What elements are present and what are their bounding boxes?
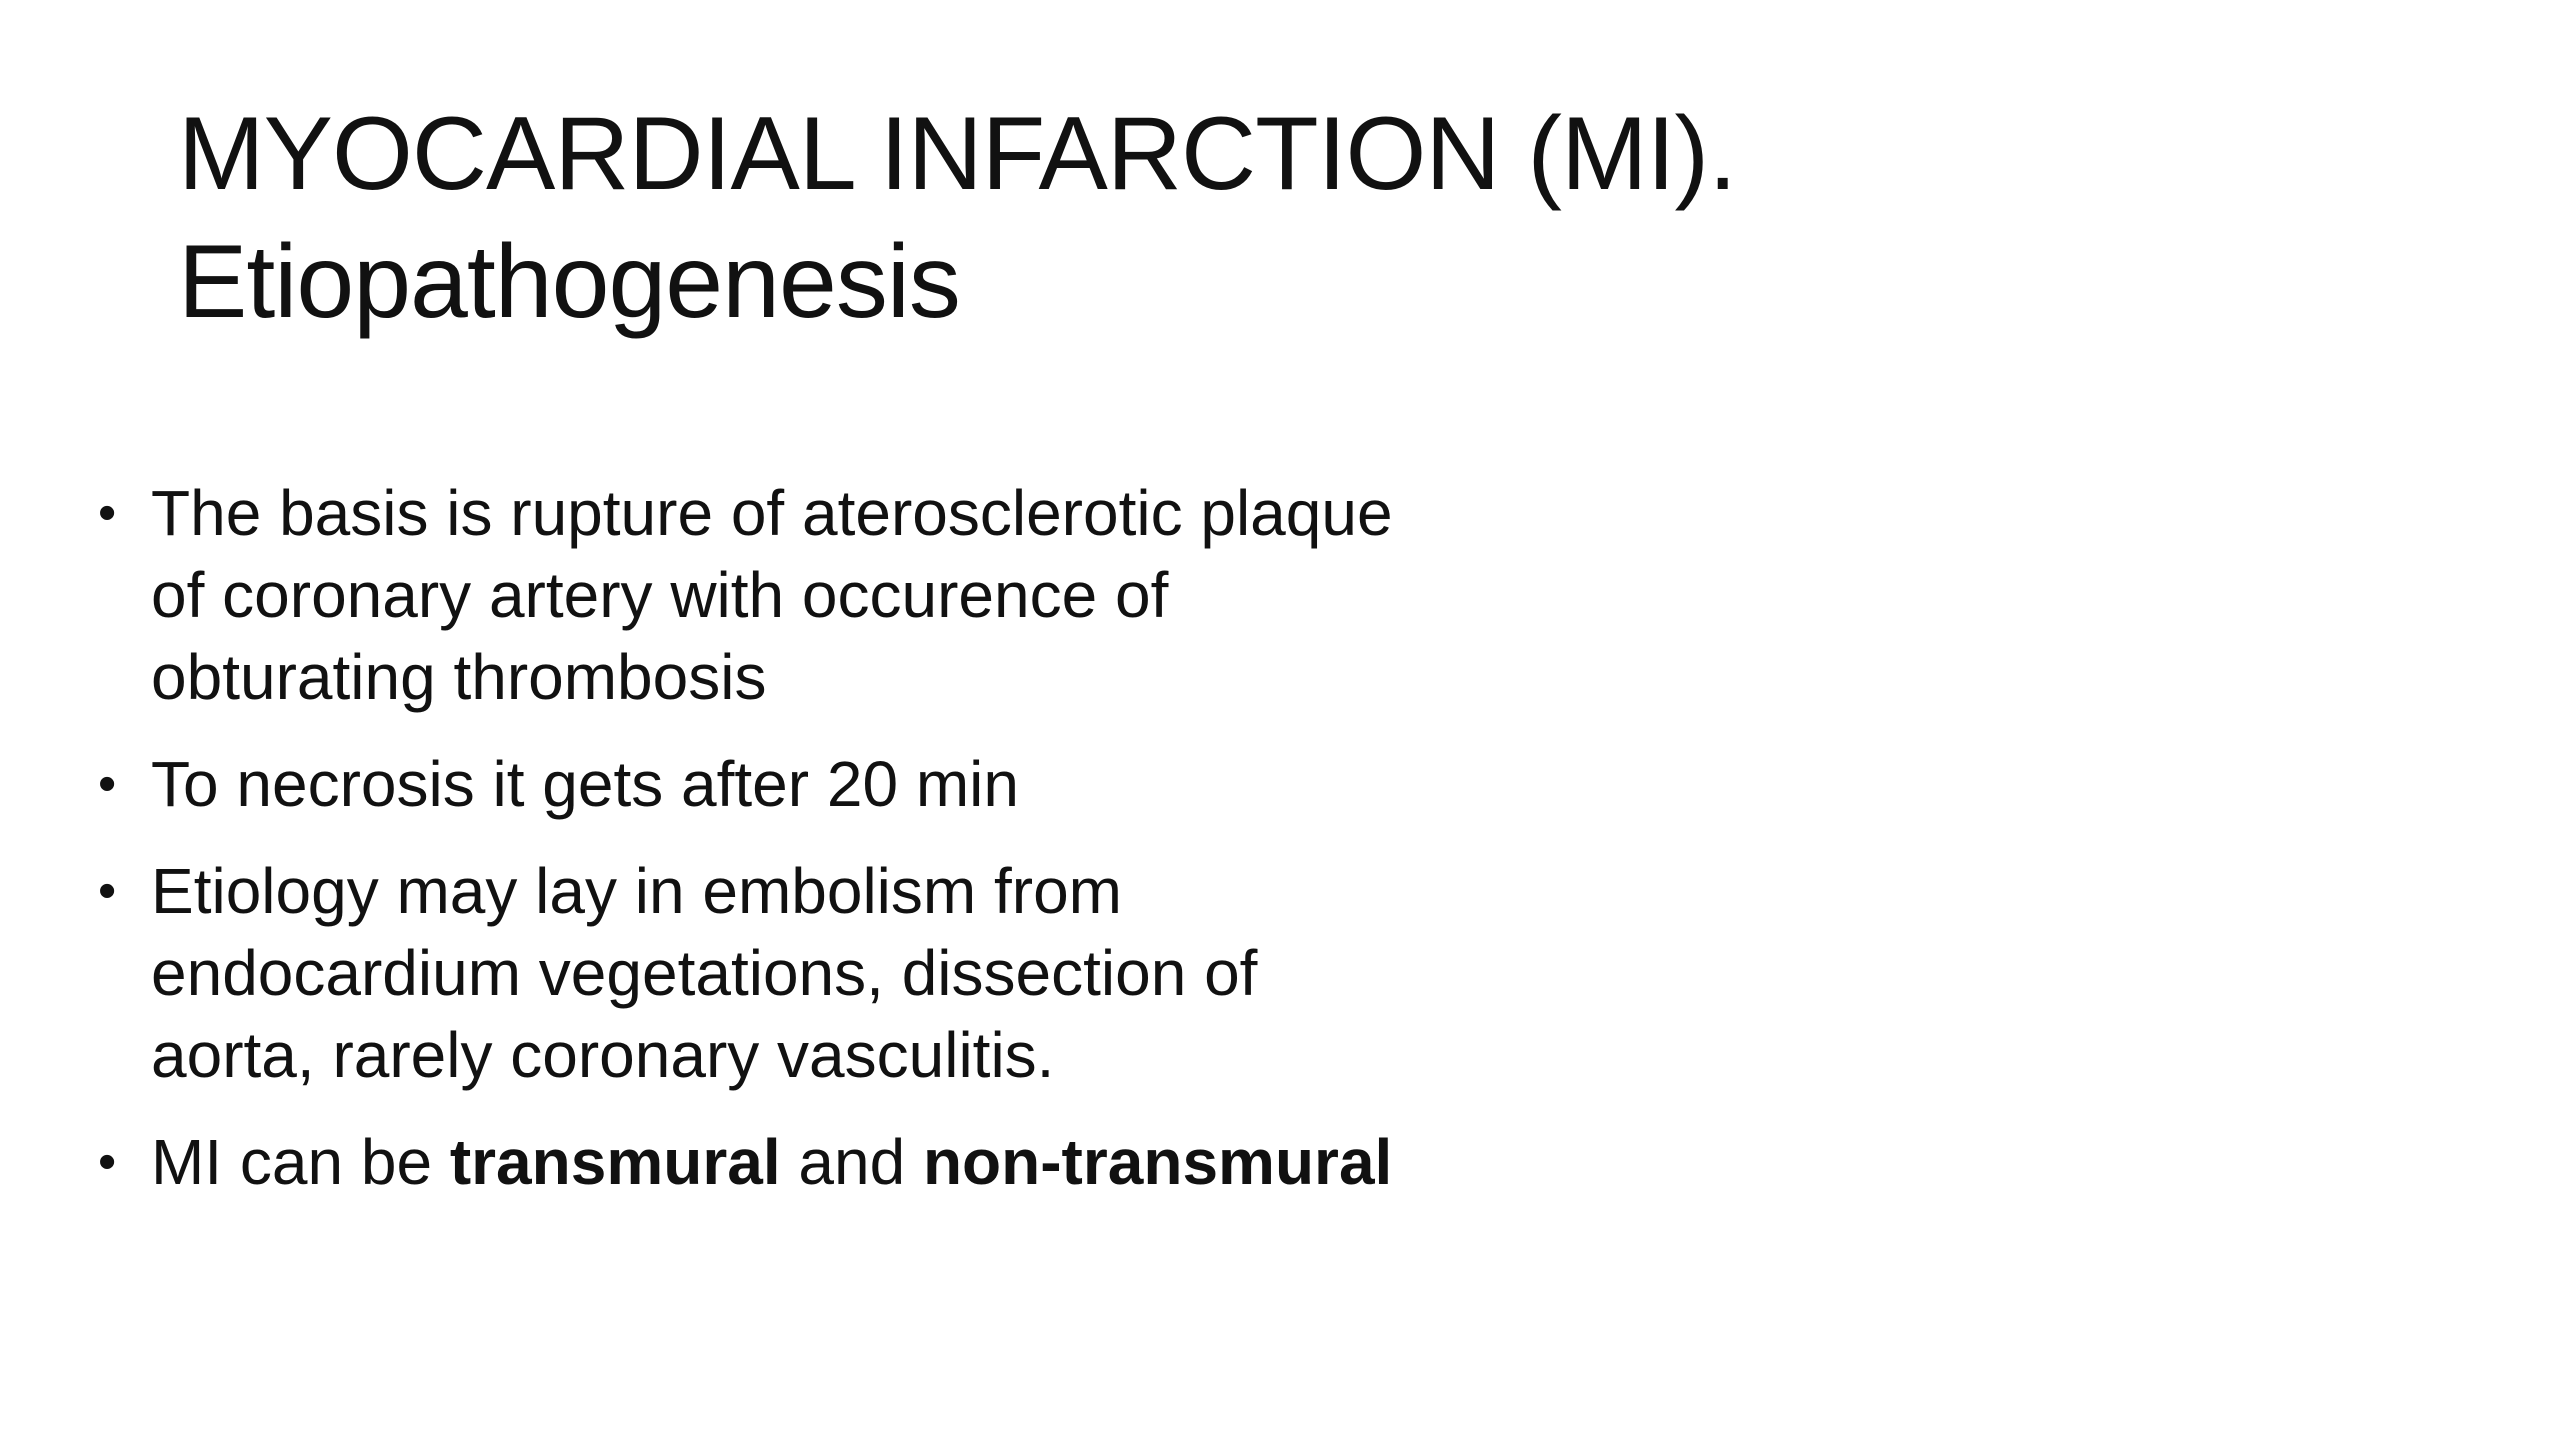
bullet-text-segment: MI can be: [151, 1126, 450, 1198]
bullet-item: [98, 472, 1538, 718]
bullet-text-line: of coronary artery with occurence of: [151, 559, 1169, 631]
bullet-marker: •: [98, 484, 117, 542]
bullet-text-line: endocardium vegetations, dissection of: [151, 937, 1258, 1009]
bullet-item: [98, 1121, 1538, 1203]
bullet-marker: •: [98, 862, 117, 920]
bullet-item: [98, 743, 1538, 825]
bullet-text-line: To necrosis it gets after 20 min: [151, 748, 1019, 820]
bullet-text-segment: and: [780, 1126, 923, 1198]
bullet-text-line: obturating thrombosis: [151, 641, 767, 713]
bullet-marker: •: [98, 755, 117, 813]
bullet-text-line: [151, 1121, 1538, 1203]
bold-term-non-transmural: non-transmural: [922, 1126, 1393, 1198]
slide-title-line: MYOCARDIAL INFARCTION (MI).: [178, 96, 1737, 212]
bullet-marker: •: [98, 1133, 117, 1191]
bullet-list: [98, 472, 1538, 1228]
bullet-text-line: aorta, rarely coronary vasculitis.: [151, 1019, 1055, 1091]
bold-term-transmural: transmural: [449, 1126, 781, 1198]
bullet-item: [98, 850, 1538, 1096]
bullet-text-line: The basis is rupture of aterosclerotic plaque: [151, 477, 1393, 549]
bullet-text-line: Etiology may lay in embolism from: [151, 855, 1122, 927]
slide-title-line: Etiopathogenesis: [178, 224, 960, 340]
slide-title: [178, 90, 2278, 346]
